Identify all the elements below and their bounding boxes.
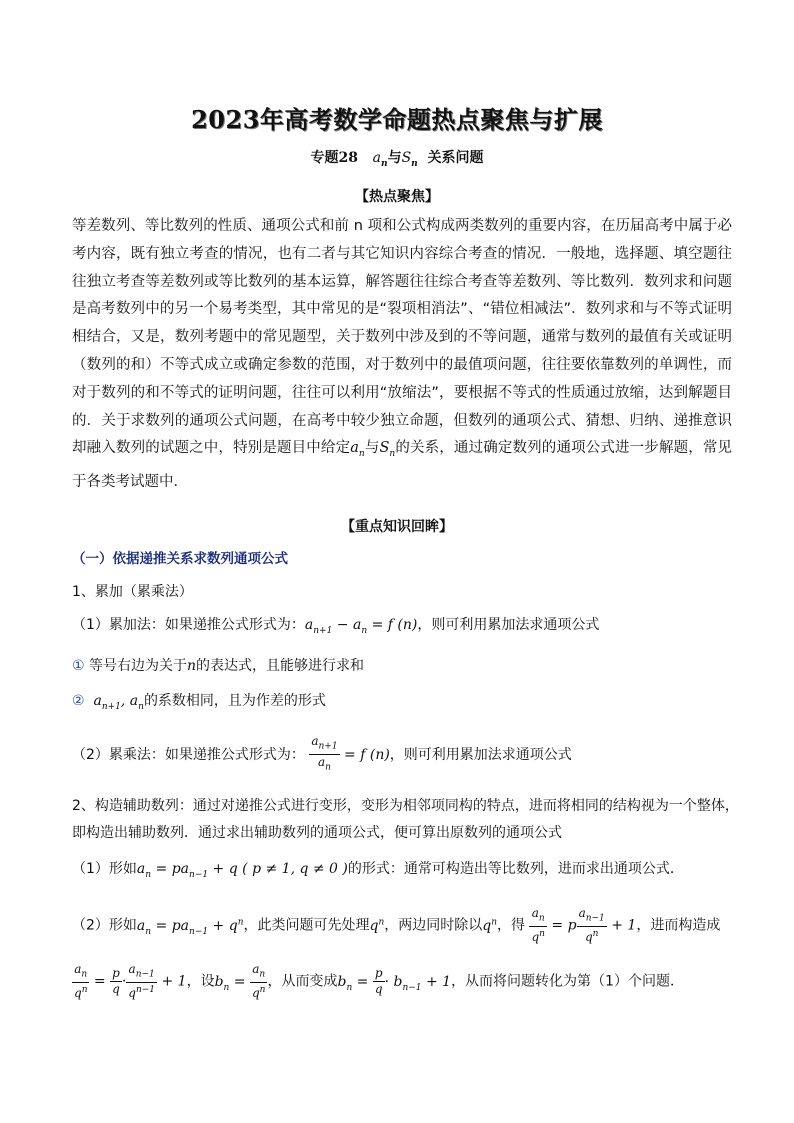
item1-2: （2）累乘法：如果递推公式形式为： $\frac{a_{n+1}}{a_n}$ = f (n)，则可利用累加法求通项公式 <box>72 734 572 776</box>
condition-1-post: 的表达式，且能够进行求和 <box>196 658 365 674</box>
part1-title: （一）依据递推关系求数列通项公式 <box>72 551 288 567</box>
formula-linear-recurrence: $a_n = pa_{n-1} + q$ ( p ≠ 1, q ≠ 0 ) <box>136 861 348 880</box>
hot-focus-text: 等差数列、等比数列的性质、通项公式和前 n 项和公式构成两类数列的重要内容，在历届高考中属于必考内容，既有独立考查的情况，也有二者与其它知识内容综合考查的情况．一般地，选择题、填空题往往独立考查等差数列或等比数列的基本运算，解答题往往综合考查等差数列、等比数列．数列求和问题是高考数列中的另一个易考类型，其中常见的是“裂项相消法”、“错位相减法”．数列求和与不等式证明相结合，又是，数列考题中的常见题型，关于数列中涉及到的不等问题，通常与数列的最值有关或证明（数列的和）不等式成立或确定参数的范围，对于数列中的最值项问题，往往要依靠数列的单调性，而对于数列的和不等式的证明问题，往往可以利用“放缩法”，要根据不等式的性质通过放缩，达到解题目的．关于求数列的通项公式问题，在高考中较少独立命题，但数列的通项公式、猜想、归纳、递推意识却融入数列的试题之中，特别是题目中给定 <box>72 218 732 457</box>
item2-2-mid2: ，两边同时除以 <box>384 917 483 934</box>
item2-2-mid1: ，此类问题可先处理 <box>243 917 370 934</box>
subtitle-mid: 与 <box>387 150 402 166</box>
item2-2: （2）形如$a_n = pa_{n-1} + q^n$，此类问题可先处理$q^n$，两边同时除以$q^n$，得 $\frac{a_n}{q^n}$ = p $\frac{a_{n-1}}{q^n}$ + 1，进而构造成 <box>72 906 721 945</box>
review-heading: 【重点知识回眸】 <box>341 519 453 535</box>
subtitle-s-sub: n <box>411 158 418 169</box>
condition-1 <box>72 655 364 675</box>
condition-2 <box>72 690 326 712</box>
subtitle-s: S <box>401 150 412 166</box>
hot-focus-heading: 【热点聚焦】 <box>355 189 439 205</box>
condition-2-post: 的系数相同，且为作差的形式 <box>143 693 326 709</box>
item2-3-mid2: ，从而变成 <box>267 973 338 990</box>
item2-2-pre: （2）形如 <box>72 917 137 934</box>
item2-2-mid3: ，得 <box>497 917 526 934</box>
item2-line1: 2、构造辅助数列：通过对递推公式进行变形，变形为相邻项同构的特点，进而将相同的结构视为一个整体， <box>72 798 739 814</box>
item2-1-pre: （1）形如 <box>72 861 137 877</box>
page-title: 2023年高考数学命题热点聚焦与扩展 <box>191 105 603 134</box>
topic-subtitle <box>0 147 794 169</box>
item2-1-post: 的形式：通常可构造出等比数列，进而求出通项公式． <box>347 861 684 877</box>
item1-title: 1、累加（累乘法） <box>72 584 193 600</box>
condition-1-var: n <box>187 658 197 674</box>
subtitle-suffix: 关系问题 <box>427 150 484 166</box>
condition-2-formula: $a_{n+1}$, $a_n$ <box>89 693 144 712</box>
formula-ratio: $\frac{a_{n+1}}{a_n}$ <box>311 734 338 773</box>
item2-1 <box>72 858 684 880</box>
hot-focus-tail1: 与 <box>364 440 380 457</box>
subtitle-a-sub: n <box>381 158 388 169</box>
item2-3-mid1: ，设 <box>186 973 215 990</box>
subtitle-a: a <box>372 150 382 166</box>
item1-1-pre: （1）累加法：如果递推公式形式为： <box>72 617 305 633</box>
condition-2-number: ② <box>72 693 85 709</box>
item1-2-post: ，则可利用累加法求通项公式 <box>389 746 572 763</box>
item2-2-post: ，进而构造成 <box>636 917 721 934</box>
hot-focus-tail2: 的关系，通过确定数列的通项公式进一步解题，常见于各类考试题中． <box>72 440 733 491</box>
item1-2-pre: （2）累乘法：如果递推公式形式为： <box>72 746 305 763</box>
item1-1 <box>72 614 599 636</box>
condition-1-pre: 等号右边为关于 <box>89 658 188 674</box>
item2-3: $\frac{a_n}{q^n}$ = $\frac{p}{q}$ · $\frac{a_{n-1}}{q^{n-1}}$ + 1，设$b_n$ = $\frac{a_n}{q^n}$ ，从而变成$b_n$ = $\frac{p}{q}$ · $b_{n-1} + 1$，从而将问题转化为第（1）个问题． <box>74 962 684 1001</box>
item2-line2: 即构造出辅助数列．通过求出辅助数列的通项公式，便可算出原数列的通项公式 <box>72 825 562 841</box>
subtitle-prefix: 专题28 <box>310 150 359 166</box>
item1-1-post: ，则可利用累加法求通项公式 <box>417 617 600 633</box>
formula-accumulate-add: $a_{n+1} - a_n = f$ (n) <box>304 617 418 636</box>
hot-focus-paragraph: 等差数列、等比数列的性质、通项公式和前 n 项和公式构成两类数列的重要内容，在历届高考中属于必考内容，既有独立考查的情况，也有二者与其它知识内容综合考查的情况．一般地，选择题、填空题往往独立考查等差数列或等比数列的基本运算，解答题往往综合考查等差数列、等比数列．数列求和问题是高考数列中的另一个易考类型，其中常见的是“裂项相消法”、“错位相减法”．数列求和与不等式证明相结合，又是，数列考题中的常见题型，关于数列中涉及到的不等问题，通常与数列的最值有关或证明（数列的和）不等式成立或确定参数的范围，对于数列中的最值项问题，往往要依靠数列的单调性，而对于数列的和不等式的证明问题，往往可以利用“放缩法”，要根据不等式的性质通过放缩，达到解题目的．关于求数列的通项公式问题，在高考中较少独立命题，但数列的通项公式、猜想、归纳、递推意识却融入数列的试题之中，特别是题目中给定$a_n$与$S_n$的关系，通过确定数列的通项公式进一步解题，常见于各类考试题中． <box>72 218 733 491</box>
item2-3-post: ，从而将问题转化为第（1）个问题． <box>451 973 684 990</box>
condition-1-number: ① <box>72 658 85 674</box>
